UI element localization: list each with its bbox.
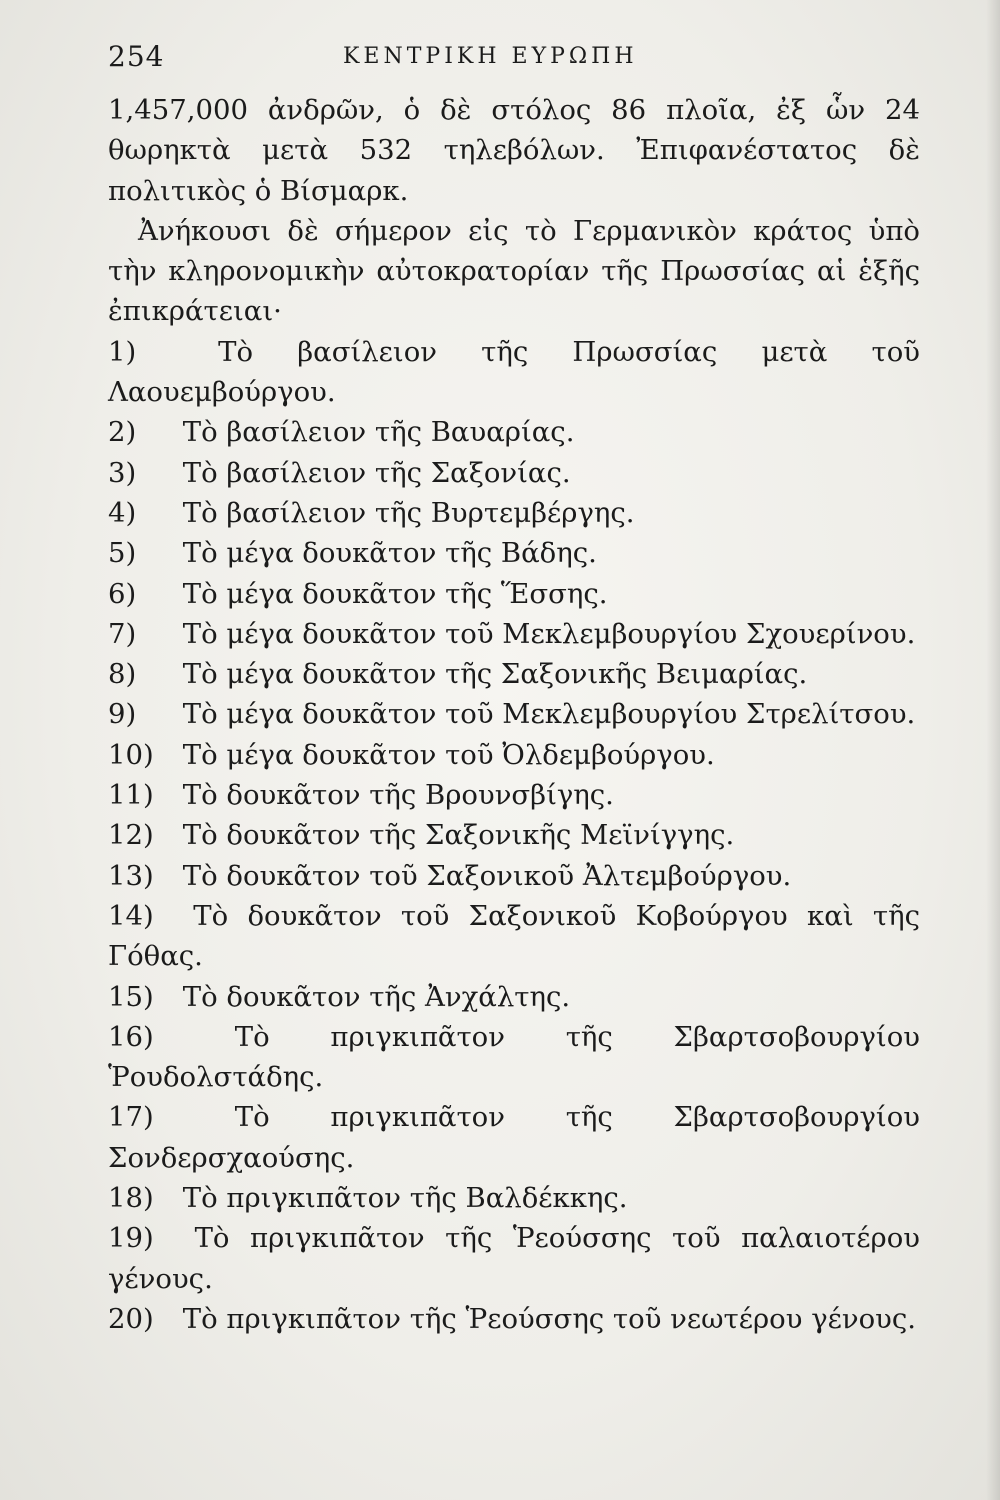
list-item-text: Τὸ βασίλειον τῆς Βαυαρίας. (182, 416, 575, 449)
list-item-number: 10) (108, 738, 154, 771)
list-item (108, 493, 920, 533)
running-header (108, 40, 920, 76)
list-item-number: 11) (108, 779, 154, 812)
list-item-text: Τὸ μέγα δουκᾶτον τοῦ Μεκλεμβουργίου Στρελίτσου. (182, 698, 916, 731)
list-item-text: Τὸ πριγκιπᾶτον τῆς Σβαρτσοβουργίου Ῥουδολστάδης. (108, 1020, 920, 1094)
list-item (108, 694, 920, 734)
list-item-number: 2) (108, 416, 137, 449)
list-item (108, 1017, 920, 1098)
list-item-text: Τὸ πριγκιπᾶτον τῆς Ῥεούσσης τοῦ νεωτέρου γένους. (182, 1302, 917, 1335)
list-item-number: 20) (108, 1302, 154, 1335)
list-item-text: Τὸ δουκᾶτον τοῦ Σαξονικοῦ Κοβούργου καὶ τῆς Γόθας. (108, 899, 920, 973)
page-number: 254 (108, 40, 165, 73)
list-item-number: 1) (108, 335, 137, 368)
list-item-number: 17) (108, 1101, 154, 1134)
list-item (108, 815, 920, 855)
list-item (108, 332, 920, 413)
list-item (108, 856, 920, 896)
list-item-number: 15) (108, 980, 154, 1013)
list-item-text: Τὸ μέγα δουκᾶτον τῆς Ἕσσης. (182, 577, 608, 610)
list-item-text: Τὸ δουκᾶτον τῆς Ἀνχάλτης. (182, 980, 571, 1013)
list-item-number: 18) (108, 1182, 154, 1215)
paragraph-army-fleet: 1,457,000 ἀνδρῶν, ὁ δὲ στόλος 86 πλοῖα, ἐξ ὧν 24 θωρηκτὰ μετὰ 532 τηλεβόλων. Ἐπιφανέστατος δὲ πολιτικὸς ὁ Βίσμαρκ. (108, 94, 920, 207)
list-item-text: Τὸ δουκᾶτον τῆς Σαξονικῆς Μεϊνίγγης. (182, 819, 735, 852)
list-item-text: Τὸ δουκᾶτον τοῦ Σαξονικοῦ Ἀλτεμβούργου. (182, 859, 792, 892)
list-item-number: 4) (108, 496, 137, 529)
list-item (108, 775, 920, 815)
list-item-text: Τὸ βασίλειον τῆς Σαξονίας. (182, 456, 571, 489)
list-item-number: 12) (108, 819, 154, 852)
list-item-text: Τὸ μέγα δουκᾶτον τῆς Βάδης. (182, 537, 597, 570)
list-item-text: Τὸ πριγκιπᾶτον τῆς Βαλδέκκης. (182, 1182, 628, 1215)
list-item (108, 735, 920, 775)
list-item-text: Τὸ βασίλειον τῆς Πρωσσίας μετὰ τοῦ Λαουεμβούργου. (108, 335, 920, 409)
list-item-number: 16) (108, 1020, 154, 1053)
list-item (108, 1218, 920, 1299)
list-item-text: Τὸ δουκᾶτον τῆς Βρουνσβίγης. (182, 779, 614, 812)
list-item-number: 8) (108, 658, 137, 691)
list-item-text: Τὸ πριγκιπᾶτον τῆς Σβαρτσοβουργίου Σονδερσχαούσης. (108, 1101, 920, 1174)
list-item-number: 7) (108, 617, 137, 650)
list-item (108, 977, 920, 1017)
list-item (108, 1299, 920, 1339)
paragraph-states-intro: Ἀνήκουσι δὲ σήμερον εἰς τὸ Γερμανικὸν κράτος ὑπὸ τὴν κληρονομικὴν αὐτοκρατορίαν τῆς Πρωσσίας αἱ ἑξῆς ἐπικράτειαι· (108, 214, 920, 328)
list-item (108, 654, 920, 694)
running-title: ΚΕΝΤΡΙΚΗ ΕΥΡΩΠΗ (343, 44, 638, 69)
list-item (108, 574, 920, 614)
list-item-text: Τὸ πριγκιπᾶτον τῆς Ῥεούσσης τοῦ παλαιοτέρου γένους. (108, 1222, 920, 1295)
page-edge-shadow (986, 0, 1000, 1500)
page-body (108, 90, 920, 1339)
list-item (108, 1097, 920, 1178)
list-item (108, 896, 920, 977)
list-item-number: 5) (108, 537, 137, 570)
list-item-text: Τὸ μέγα δουκᾶτον τῆς Σαξονικῆς Βειμαρίας. (182, 658, 808, 691)
list-item (108, 614, 920, 654)
list-item-number: 3) (108, 456, 137, 489)
list-item-number: 13) (108, 859, 154, 892)
list-item-number: 19) (108, 1222, 154, 1255)
list-item (108, 1178, 920, 1218)
list-item (108, 453, 920, 493)
list-item-number: 14) (108, 899, 154, 932)
list-item-text: Τὸ μέγα δουκᾶτον τοῦ Ὀλδεμβούργου. (182, 738, 715, 771)
states-list (108, 332, 920, 1339)
list-item (108, 412, 920, 452)
list-item-text: Τὸ βασίλειον τῆς Βυρτεμβέργης. (182, 496, 635, 529)
list-item-number: 9) (108, 698, 137, 731)
list-item-number: 6) (108, 577, 137, 610)
list-item-text: Τὸ μέγα δουκᾶτον τοῦ Μεκλεμβουργίου Σχουερίνου. (182, 617, 916, 650)
list-item (108, 533, 920, 573)
